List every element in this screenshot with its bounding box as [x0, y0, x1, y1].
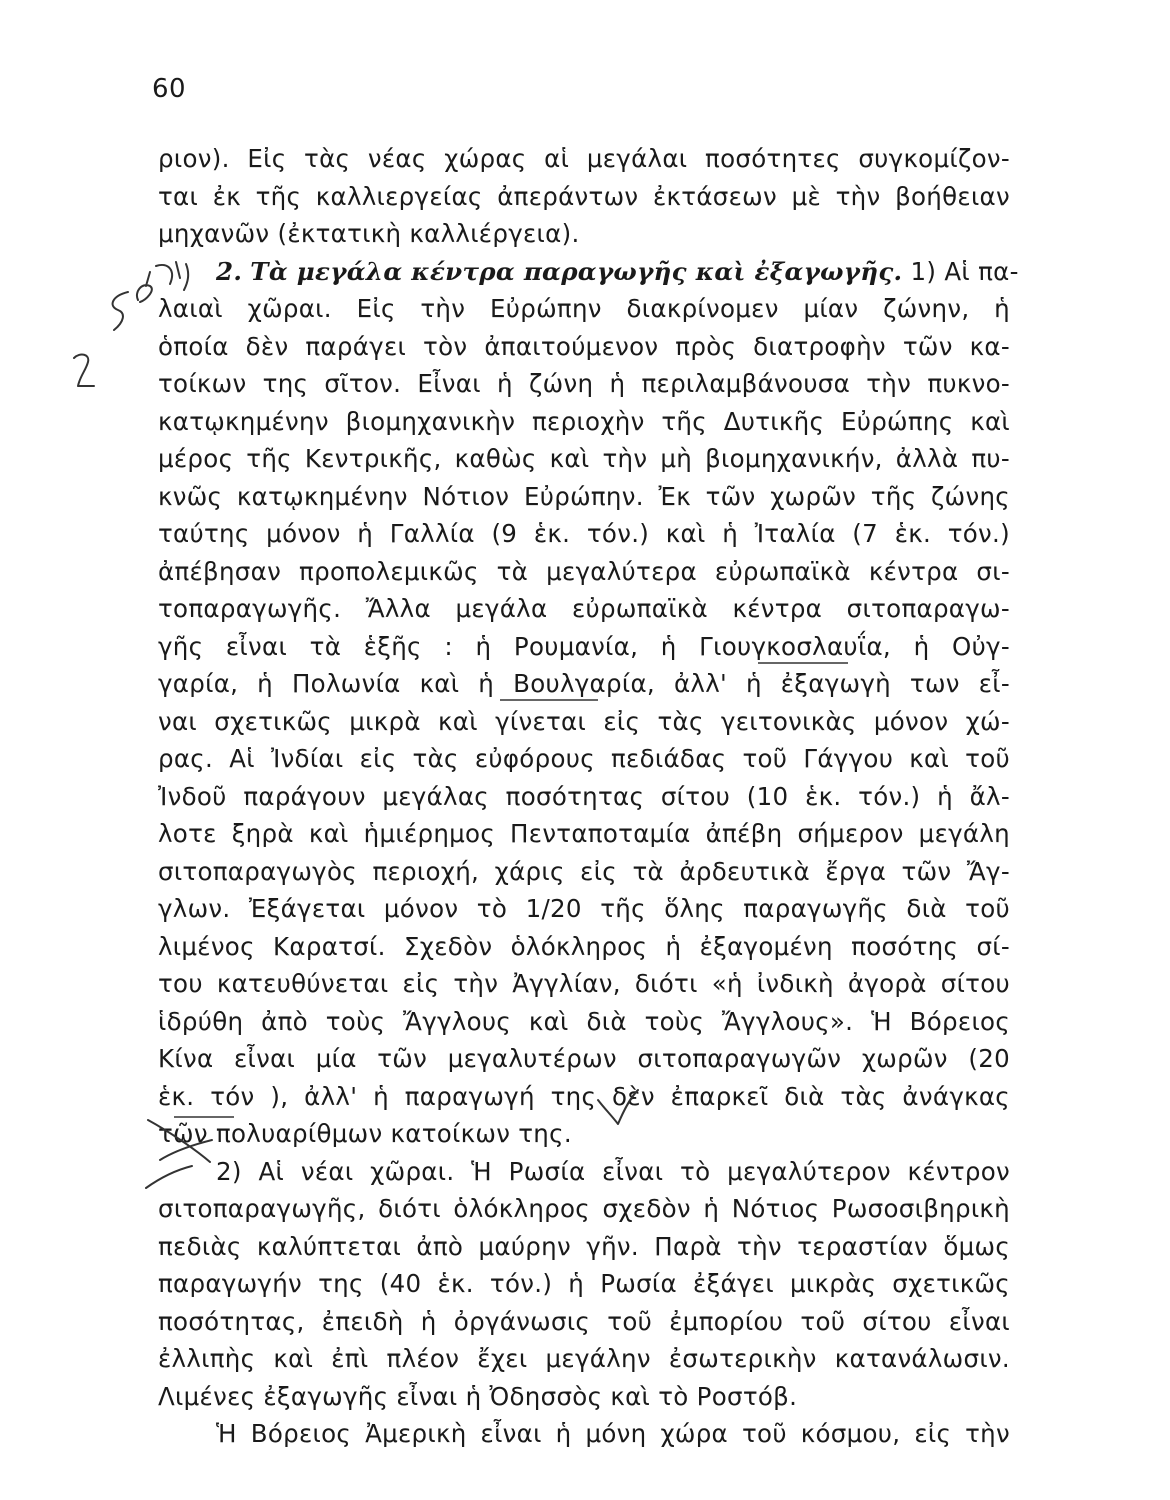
text-line: ἱδρύθη ἀπὸ τοὺς Ἄγγλους καὶ διὰ τοὺς Ἄγγλους». Ἡ Βόρειος: [158, 1006, 1010, 1036]
text-line: του κατευθύνεται εἰς τὴν Ἀγγλίαν, διότι «ἡ ἰνδικὴ ἀγορὰ σίτου: [158, 969, 1010, 998]
text-line: κατῳκημένην βιομηχανικὴν περιοχὴν τῆς Δυτικῆς Εὐρώπης καὶ: [158, 406, 1010, 436]
text-line: ρας. Αἱ Ἰνδίαι εἰς τὰς εὐφόρους πεδιάδας τοῦ Γάγγου καὶ τοῦ: [158, 744, 1010, 773]
text-line: γλων. Ἐξάγεται μόνον τὸ 1/20 τῆς ὅλης παραγωγῆς διὰ τοῦ: [158, 894, 1010, 923]
text-line: μηχανῶν (ἐκτατικὴ καλλιέργεια).: [158, 219, 580, 248]
section-heading-number: 2.: [216, 256, 243, 286]
text-line: σιτοπαραγωγὸς περιοχή, χάρις εἰς τὰ ἀρδευτικὰ ἔργα τῶν Ἄγ-: [158, 856, 1010, 886]
text-line: ριον). Εἰς τὰς νέας χώρας αἱ μεγάλαι ποσότητες συγκομίζον-: [158, 144, 1010, 173]
section-heading-title: Τὰ μεγάλα κέντρα παραγωγῆς καὶ ἐξαγωγῆς.: [250, 256, 903, 286]
text-line: λοτε ξηρὰ καὶ ἡμιέρημος Πενταποταμία ἀπέβη σήμερον μεγάλη: [158, 819, 1010, 848]
section-heading-rest: 1) Αἱ πα-: [902, 256, 1019, 286]
page-number: 60: [152, 74, 187, 104]
text-line: Ἰνδοῦ παράγουν μεγάλας ποσότητας σίτου (10 ἑκ. τόν.) ἡ ἄλ-: [158, 781, 1010, 811]
text-line: ἑκ. τόν ), ἀλλ' ἡ παραγωγή της δὲν ἐπαρκεῖ διὰ τὰς ἀνάγκας: [158, 1081, 1010, 1111]
text-line: Κίνα εἶναι μία τῶν μεγαλυτέρων σιτοπαραγωγῶν χωρῶν (20: [158, 1044, 1010, 1073]
text-line: λαιαὶ χῶραι. Εἰς τὴν Εὐρώπην διακρίνομεν μίαν ζώνην, ἡ: [158, 294, 1010, 323]
text-line: μέρος τῆς Κεντρικῆς, καθὼς καὶ τὴν μὴ βιομηχανικήν, ἀλλὰ πυ-: [158, 444, 1010, 473]
text-line: λιμένος Καρατσί. Σχεδὸν ὁλόκληρος ἡ ἐξαγομένη ποσότης σί-: [158, 931, 1010, 961]
text-line: ποσότητας, ἐπειδὴ ἡ ὀργάνωσις τοῦ ἐμπορίου τοῦ σίτου εἶναι: [158, 1306, 1010, 1336]
text-line: ἐλλιπὴς καὶ ἐπὶ πλέον ἔχει μεγάλην ἐσωτερικὴν κατανάλωσιν.: [158, 1344, 1010, 1373]
section-heading-line: [158, 253, 1019, 291]
text-line: 2) Αἱ νέαι χῶραι. Ἡ Ρωσία εἶναι τὸ μεγαλύτερον κέντρον: [216, 1156, 1010, 1186]
text-line: ται ἐκ τῆς καλλιεργείας ἀπεράντων ἐκτάσεων μὲ τὴν βοήθειαν: [158, 181, 1010, 211]
text-line: γῆς εἶναι τὰ ἑξῆς : ἡ Ρουμανία, ἡ Γιουγκοσλαυΐα, ἡ Οὐγ-: [158, 631, 1010, 661]
text-line: ὁποία δὲν παράγει τὸν ἀπαιτούμενον πρὸς διατροφὴν τῶν κα-: [158, 331, 1010, 361]
text-line: σιτοπαραγωγῆς, διότι ὁλόκληρος σχεδὸν ἡ Νότιος Ρωσοσιβηρικὴ: [158, 1194, 1010, 1223]
text-line: τῶν πολυαρίθμων κατοίκων της.: [158, 1119, 572, 1148]
body-text: [158, 140, 1019, 1453]
text-line: παραγωγήν της (40 ἑκ. τόν.) ἡ Ρωσία ἐξάγει μικρὰς σχετικῶς: [158, 1269, 1010, 1298]
text-line: γαρία, ἡ Πολωνία καὶ ἡ Βουλγαρία, ἀλλ' ἡ ἐξαγωγὴ των εἶ-: [158, 669, 1010, 698]
text-line: Λιμένες ἐξαγωγῆς εἶναι ἡ Ὀδησσὸς καὶ τὸ Ροστόβ.: [158, 1381, 798, 1411]
text-line: ταύτης μόνον ἡ Γαλλία (9 ἑκ. τόν.) καὶ ἡ Ἰταλία (7 ἑκ. τόν.): [158, 519, 1010, 548]
handwritten-number-2: [74, 355, 94, 386]
text-line: Ἡ Βόρειος Ἀμερικὴ εἶναι ἡ μόνη χώρα τοῦ κόσμου, εἰς τὴν: [216, 1419, 1010, 1448]
text-line: τοπαραγωγῆς. Ἄλλα μεγάλα εὐρωπαϊκὰ κέντρα σιτοπαραγω-: [158, 594, 1010, 623]
text-line: πεδιὰς καλύπτεται ἀπὸ μαύρην γῆν. Παρὰ τὴν τεραστίαν ὅμως: [158, 1231, 1010, 1261]
text-line: ἀπέβησαν προπολεμικῶς τὰ μεγαλύτερα εὐρωπαϊκὰ κέντρα σι-: [158, 556, 1010, 586]
text-line: κνῶς κατῳκημένην Νότιον Εὐρώπην. Ἐκ τῶν χωρῶν τῆς ζώνης: [158, 481, 1010, 511]
text-line: τοίκων της σῖτον. Εἶναι ἡ ζώνη ἡ περιλαμβάνουσα τὴν πυκνο-: [158, 369, 1010, 398]
text-line: ναι σχετικῶς μικρὰ καὶ γίνεται εἰς τὰς γειτονικὰς μόνον χώ-: [158, 706, 1010, 736]
